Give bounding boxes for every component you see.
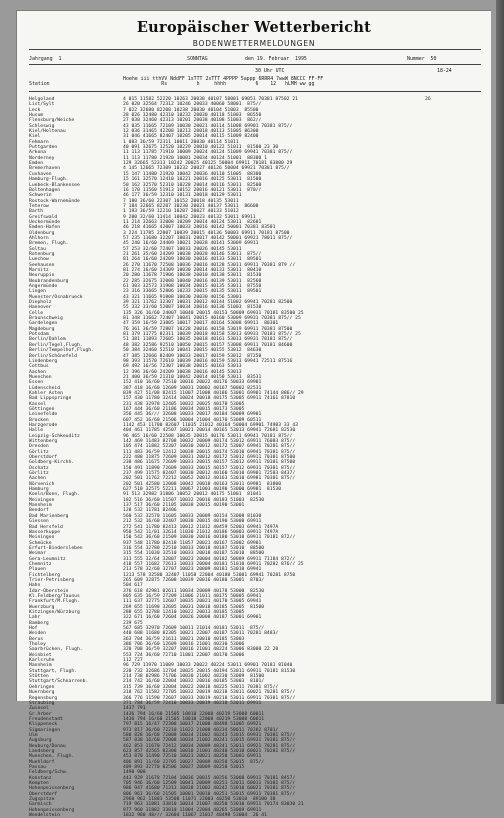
observation-groups: 157 430 11780 32414 10024 20018 40175 53005 69911 74161 87810	[123, 396, 296, 402]
observation-groups: 316 554 32780 22510 10033 20018 40187 53010 88500	[123, 545, 265, 551]
observation-groups: 11 113 11785 71910 10009 20024 40124 51009 69941 70381 875//	[123, 150, 293, 156]
observation-groups: 443 929 11678 72104 10036 20015 40256 53008 69911 70181 8457/	[123, 775, 296, 781]
station-name: Greifswald	[29, 214, 58, 220]
station-name: Plauen	[29, 567, 46, 573]
station-name: List/Sylt	[29, 102, 55, 108]
station-name: Weiden	[29, 631, 46, 637]
station-name: Stötten	[29, 674, 49, 680]
station-name: Husum	[29, 113, 44, 119]
observation-groups: 39 321 11762 32307 10031 20012 40144 51002 69941 70281 82500	[123, 300, 293, 306]
table-rule	[29, 91, 481, 92]
observation-groups: 142 469 11483 82708 10032 20009 40174 53012 69911 76083 875//	[123, 439, 296, 444]
station-name: Diepholz	[29, 300, 52, 306]
observation-groups: 404 461 11785 42507 10021 20014 40165 53013 69941 72681 82530	[123, 428, 296, 434]
station-name: Gardelegen	[29, 321, 58, 327]
station-name: Luechow	[29, 257, 49, 263]
station-name: Oldenburg	[29, 230, 55, 236]
observation-groups: 238 486 11675 72609 10033 20015 40157 53012 69911 70381 87500	[123, 460, 296, 466]
station-name: Braunschweig	[29, 316, 63, 322]
observation-groups: 76 361 36/59 72807 10228 20016 40158 53019 69911 70381 87500	[123, 326, 293, 332]
observation-groups: 239 675	[123, 620, 146, 626]
station-name: Marnitz	[29, 268, 49, 273]
gust-values: 26	[425, 97, 431, 102]
station-name: Bad Marienberg	[29, 513, 69, 519]
observation-groups: 977 960 11882 33810 11004 22004 40265 53009 69911	[123, 807, 265, 813]
station-name: Bendorf	[29, 508, 49, 514]
station-name: Hannover	[29, 305, 52, 311]
station-name: Saarbrücken, Flugh.	[29, 647, 83, 653]
station-name: Lindenberg	[29, 358, 58, 364]
station-name: Regensburg	[29, 695, 58, 701]
observation-groups: 1 083 36/59 72311 10011 20030 40114 51011	[123, 139, 239, 145]
table-row	[29, 813, 481, 818]
station-name: Neuburg/Donau	[29, 743, 66, 749]
station-name: Berlin/Tempelhof,Flugh.	[29, 348, 94, 354]
station-name: Lingen	[29, 289, 46, 295]
column-header-row-2: Rs h hhhh 6 12 hLMH ww gg	[123, 81, 315, 88]
station-name: Frankfurt/M.Flugh.	[29, 599, 80, 605]
observation-groups: 311 555 32/64 32007 10023 20004 40182 50009 69911 71184 872//	[123, 556, 296, 562]
observation-groups: 202 501 11762 72212 10052 20012 40163 53010 69981 70381 875//	[123, 476, 296, 482]
station-name: Hahn	[29, 583, 41, 589]
observation-groups: 356 445 36/// 32608 10033 20017 40184 50009 69901	[123, 412, 262, 418]
station-name: Neuruppin	[29, 273, 55, 279]
station-name: Harzgerode	[29, 422, 58, 428]
station-name: Lahr	[29, 615, 41, 621]
station-name: Boltenhagen	[29, 187, 61, 193]
station-name: Goldberg-Kirchh.	[29, 460, 75, 466]
station-name: Weinbiet	[29, 652, 52, 658]
header-rule-mid	[29, 64, 481, 65]
observation-table	[29, 97, 481, 818]
station-name: Schwerin	[29, 193, 52, 199]
observation-groups: 705 946 16/60 12509 10041 20009 40251 53011 60011 70381 875//	[123, 781, 296, 786]
observation-groups: 1832 980 48/// 32604 11067 21017 48498 53004 26 41	[123, 813, 267, 818]
station-name: Bremerhaven	[29, 166, 61, 172]
observation-groups: 135 326 16/60 24007 10040 20015 40153 50009 69931 70181 83500 25	[123, 310, 304, 316]
observation-groups: 4 015 11582 52220 10263 20038 40107 58001 69051 70381 87502 21	[123, 97, 298, 102]
observation-groups: 167 444 36/60 21106 10034 20015 40173 53005	[123, 406, 248, 412]
station-name: Lüdenscheid	[29, 385, 61, 391]
observation-groups: 152 410 16/60 72510 10016 20022 40176 50033 69901	[123, 380, 262, 386]
report-title: Europäischer Wetterbericht	[136, 19, 372, 36]
station-name: Idar-Oberstein	[29, 588, 69, 594]
station-name: Aachen	[29, 369, 46, 375]
column-header-row-1: Hoehe iii tthVV NddFF 1sTTT 2sTTT 4PPPP 5appp 6RRR4 7wwW 8NCCC FF-FF	[123, 76, 324, 82]
station-name: Bremen, Flugh.	[29, 241, 69, 247]
observation-groups: 20 280 11678 71906 10038 20010 40138 53011 81530	[123, 273, 262, 279]
observation-groups: 57 235 11680 32207 10031 20017 40142 50001 69921 78011 875//	[123, 235, 293, 241]
observation-groups: 43 321 11665 91808 10030 20030 40156 53001	[123, 294, 242, 300]
station-name: Angermünde	[29, 284, 58, 290]
observation-groups: 48 382 32586 92510 10050 20015 40157 53008 69911 70181 84600	[123, 342, 293, 348]
observation-groups: 623 857 42565 82308 10010 21001 40240 53010 60021 70281 875//	[123, 748, 296, 754]
observation-groups: 43 035 11665 72109 10030 20021 40114 51008 69901 70381 875//	[123, 123, 293, 129]
observation-groups: 111 483 36/59 12412 10038 20015 40174 53010 69941 70381 875//	[123, 449, 296, 455]
station-name: Luebeck-Blankensee	[29, 182, 80, 188]
observation-groups: 1436 794 16/60 21505 10010 22000 40219 53008 60011	[123, 716, 267, 722]
observation-groups: 406 891 11/60 22705 10027 20009 40250 53015 875//	[123, 759, 265, 765]
observation-groups: 386 706 36/60 12609 10016 21001 40230 53006	[123, 642, 248, 648]
observation-groups: 4 145 12665 72309 10232 20027 40126 50004 69921 70381 875//	[123, 166, 290, 172]
observation-groups: 91 513 32982 31806 10052 20012 40175 51001 81041	[123, 492, 262, 498]
station-name: Freudenstadt	[29, 716, 63, 722]
observation-groups: 23 316 33665 52806 10233 20015 40135 53011 89501	[123, 289, 262, 295]
observation-groups: 315 739 16/60 32004 10022 20018 40225 53011 70381 875//	[123, 684, 279, 690]
station-name: Teterow	[29, 203, 49, 209]
observation-groups: 57 253 32/60 72407 10033 20026 40145 53011	[123, 246, 242, 252]
weekday-label: SONNTAG	[187, 56, 208, 62]
observation-groups: 213 578 32/60 32707 10023 20009 40181 53010 69941	[123, 567, 265, 573]
issue-number: Nummer 50	[407, 56, 437, 62]
observation-groups: 376 618 42981 02611 10034 20009 40178 53000 82530	[123, 588, 265, 594]
observation-groups: 553 724 36/60 72710 11001 22007 40170 53006	[123, 652, 248, 658]
station-name: Helgoland	[29, 97, 55, 102]
observation-groups: 202 501 42580 12008 10042 20018 40163 53011 69981 83800	[123, 481, 282, 487]
station-name: Giessen	[29, 519, 49, 525]
station-name: Leinefelde	[29, 412, 58, 418]
observation-groups: 580 828 16/60 72008 10034 21002 40243 53015 69931 70381 875//	[123, 732, 296, 738]
observation-groups: 11 113 11780 21920 10001 20034 40124 51001 88300 1	[123, 155, 267, 161]
observation-groups: 220 732 32686 12704 10025 20015 40194 53011 69911 70181 81530	[123, 668, 296, 674]
station-name: Nörvenich	[29, 481, 55, 487]
jahrgang-label: Jahrgang 1	[29, 56, 62, 62]
station-name: Berlin/Schönefeld	[29, 353, 77, 359]
station-name: Oberstdorf	[29, 791, 58, 797]
station-name: Hamburg	[29, 487, 49, 493]
observation-groups: 1437 791	[123, 706, 149, 712]
station-name: Puttgarden	[29, 145, 58, 151]
station-name: Straubing	[29, 700, 55, 706]
observation-groups: 96 465 16/60 22508 10035 20015 40176 53011 69941 70181 875//	[123, 433, 293, 439]
station-name: Muenchen	[29, 374, 52, 380]
station-name: Berlin/Dahlem	[29, 337, 66, 343]
station-name: Fehmarn	[29, 139, 49, 145]
observation-groups: 269 655 11690 32605 10031 20018 40185 53005 81500	[123, 604, 265, 610]
observation-groups: 462 853 11670 72412 10034 20009 40241 53011 69921 70281 875//	[123, 743, 296, 749]
station-name: Barth	[29, 209, 44, 215]
observation-groups: 7 184 32665 82207 10230 20021 40137 53011 86600	[123, 203, 259, 209]
station-name: Hohenpeissenberg	[29, 786, 75, 792]
station-name: Celle	[29, 310, 44, 316]
observation-groups: 719 963 11881 33810 10014 21007 40250 53010 69911 70174 83030 21	[123, 802, 304, 808]
station-name: Meiningen	[29, 497, 55, 503]
station-name: Halle	[29, 428, 44, 434]
station-name: Tholey	[29, 642, 46, 648]
observation-groups: 61 303 32573 31908 10034 20015 40135 53011 87550	[123, 284, 262, 290]
observation-groups: 81 274 16/60 24309 10030 20014 40133 53011 80410	[123, 268, 262, 273]
station-name: Ahlhorn	[29, 235, 49, 241]
station-name: Mannheim	[29, 503, 52, 509]
station-name: Potsdam	[29, 332, 49, 338]
station-name: Dresden	[29, 444, 49, 450]
observation-groups: 797 815 16/47 72308 10017 21008 48498 51005 69921	[123, 722, 265, 728]
station-name: Stuttgart/Schnarrenb.	[29, 679, 89, 685]
report-page	[16, 10, 491, 818]
station-name: Kitzingen/Würzburg	[29, 610, 80, 615]
observation-groups: 128 532 11781 82406	[123, 508, 177, 514]
observation-groups: 46 177 36/59 12310 10131 20018 40129 53011	[123, 193, 242, 199]
station-name: Soltau	[29, 246, 46, 252]
observation-groups: 212 532 16/60 32407 10038 20015 40190 53008 69911	[123, 519, 262, 525]
station-name: Kempten	[29, 781, 49, 786]
station-name: Garmisch	[29, 802, 52, 808]
station-name: Konstanz	[29, 775, 52, 781]
station-name: Meiningen	[29, 535, 55, 541]
observation-groups: 1 193 36/59 12210 10207 20027 40133 51012	[123, 209, 239, 215]
station-name: Bad Lippspringe	[29, 396, 72, 402]
date-label: den 19. Februar 1995	[245, 56, 307, 62]
station-name: Muenster/Osnabrueck	[29, 294, 83, 300]
station-name: Wasserkuppe	[29, 529, 61, 535]
station-name: Muenchen, Flugh.	[29, 754, 75, 760]
observation-groups: 47 359 16/59 23805 10017 20017 40164 53008 69911 80301	[123, 321, 279, 327]
station-name: Essen	[29, 380, 44, 386]
station-name: Stuttgart, Flugh.	[29, 668, 77, 674]
station-name: Gr.Arber	[29, 711, 52, 717]
column-header-station: Station	[29, 81, 50, 88]
station-name: Gera-Leumnitz	[29, 556, 66, 562]
observation-groups: 150 491 11890 72609 10033 20015 40157 53012 69931 70381 875//	[123, 465, 296, 471]
station-name: Göttingen	[29, 406, 55, 412]
observation-groups: 409 893 32770 82506 10027 20009 40250 53015	[123, 764, 250, 770]
observation-groups: 46 218 41665 42007 10033 20016 40142 50001 70381 83501	[123, 225, 276, 231]
observation-groups: 560 532 32570 11605 10033 20009 40154 53008 81030	[123, 513, 262, 519]
observation-groups: 950 542 11/01 32614 11030 21012 40186 50003 69911 7497A	[123, 529, 279, 535]
observation-groups: 387 418 16/60 12609 10031 20002 40167 50002 82531	[123, 385, 262, 391]
observation-groups: 150 542 36/60 21509 10030 20016 40180 53010 69911 70181 872//	[123, 535, 296, 541]
observation-groups: 15 147 11480 21920 10042 20036 40110 51005 88300	[123, 171, 262, 177]
station-name: Erfurt-Bindersleben	[29, 545, 83, 551]
observation-groups: 26 270 11670 72508 10036 20016 40128 53011 69911 70381 879 //	[123, 262, 296, 268]
observation-groups: 237 499 11575 82407 10030 20012 40160 53010 69901 72583 8437/	[123, 471, 296, 477]
observation-range: 18-24	[437, 68, 452, 74]
observation-groups: 21 261 35/60 24209 10038 20028 40146 53011 875//	[123, 251, 262, 257]
observation-groups: 11 214 32663 32008 10209 20014 40124 53011 82601	[123, 219, 262, 225]
station-name: Leck	[29, 107, 41, 113]
station-name: Augsburg	[29, 738, 52, 744]
observation-groups: 973 817 36/60 72210 11022 21008 40234 50011 70282 8701/	[123, 727, 279, 733]
observation-groups: 440 688 11680 82305 10021 22007 40187 53011 70281 8483/	[123, 631, 279, 637]
observation-groups: 504 617	[123, 583, 146, 589]
observation-groups: 371 784 36/59 72410 10033 20019 40218 53011 69911	[123, 700, 262, 706]
observation-groups: 111 637 32775 12607 10035 20021 40170 53005 69941	[123, 599, 262, 605]
station-name: Nuernberg	[29, 690, 55, 696]
observation-groups: 81 264 16/60 24209 10030 20016 40133 53011 89501	[123, 257, 262, 263]
observation-groups: 105 474 11882 52307 10030 20012 40172 53007 69941 70281 875//	[123, 444, 296, 450]
station-name: Oschatz	[29, 465, 49, 471]
station-name: Weimar	[29, 551, 46, 557]
observation-groups: 96 729 11970 11009 10033 20022 40224 53011 69901 70181 81040	[123, 663, 293, 669]
station-name: Magdeburg	[29, 326, 55, 332]
station-name: Bad Hersfeld	[29, 524, 63, 530]
observation-groups: 112 727	[123, 658, 146, 664]
observation-groups: 51 381 11893 72605 10035 20018 40161 53013 69931 70181 875//	[123, 337, 293, 343]
station-name: Landsberg	[29, 748, 55, 754]
observation-groups: 567 685 32970 72609 10011 21014 40181 53011 875//	[123, 626, 265, 632]
station-name: Ulm	[29, 732, 38, 738]
station-name: Schleswig	[29, 123, 55, 129]
station-name: Wittenberg	[29, 439, 58, 444]
observation-groups: 50 384 32460 52510 10041 20015 40155 53012 84630	[123, 348, 262, 354]
station-name: Muehldorf	[29, 759, 55, 765]
observation-groups: 839 427 51/08 82415 11007 21008 40186 53001 69901 74144 886// 29	[123, 390, 304, 396]
station-name: Norderney	[29, 155, 55, 161]
observation-groups: 26 020 32564 72312 10246 20033 40060 58001 875//	[123, 102, 262, 108]
station-name: Feldberg/Schw.	[29, 770, 69, 776]
observation-groups: 214 738 02986 71706 10030 21002 40230 53009 81500	[123, 674, 265, 680]
observation-groups: 47 385 12666 82409 10033 20017 40159 53012 87250	[123, 353, 262, 359]
observation-groups: 31 046 41665 82407 10205 20014 40115 51009 82400	[123, 134, 259, 140]
observation-groups: 27 030 32460 42313 10201 20038 40108 51003 862//	[123, 118, 262, 124]
station-name: Zwiesel	[29, 706, 49, 712]
station-name: Hamburg-Flugh.	[29, 177, 69, 183]
station-name: Hof	[29, 626, 38, 632]
observation-groups: 363 704 36/59 21611 10021 20010 40185 53003	[123, 636, 248, 642]
station-name: Aachen	[29, 476, 46, 482]
station-name: Koeln/Bonn, Flugh.	[29, 492, 80, 498]
observation-groups: 81 348 11662 72407 10041 20015 40160 53009 69931 70381 875// 25	[123, 316, 301, 322]
station-name: Görlitz	[29, 449, 49, 455]
station-name: Karlsruhe	[29, 658, 55, 664]
observation-groups: 806 961 36/60 21505 10001 20010 40251 53015 69911 70381 875//	[123, 791, 296, 797]
observation-groups: 129 32665 52313 10242 20025 40125 50004 69911 70181 83800 29	[123, 161, 293, 167]
observation-groups: 265 609 32875 72608 10039 20016 40180 53001 8703/	[123, 577, 265, 583]
observation-groups: 607 452 16/60 21506 10004 21004 40170 53009 60511	[123, 417, 262, 423]
observation-groups: 318 762 11582 72705 10032 20019 40218 53011 60021 70281 875//	[123, 690, 296, 696]
observation-groups: 98 393 11570 72610 10039 20016 40159 53013 69941 72511 87516	[123, 358, 293, 364]
observation-groups: 1213 578 32580 32407 11058 22004 40188 53001 69941 70281 8750	[123, 572, 296, 578]
station-name: Rostock-Warnemünde	[29, 198, 80, 204]
station-name: Wendelstein	[29, 813, 61, 818]
header-rule-top	[29, 49, 481, 50]
observation-time: 30 Uhr UTC	[255, 68, 285, 74]
station-name: Rotenburg	[29, 251, 55, 257]
station-name: Klippeneck	[29, 722, 58, 728]
observation-groups: 1142 453 11780 82607 11035 21012 40164 50004 69901 74983 33 43	[123, 422, 298, 428]
observation-groups: 21 400 36/59 21310 10042 20014 40150 53011 83531	[123, 374, 262, 380]
station-name: Arkona	[29, 150, 46, 156]
station-name: Mannheim	[29, 663, 52, 669]
observation-groups: 40 091 32675 12520 10229 20010 40122 51011 81500 23 30	[123, 145, 279, 151]
station-name: Bamberg	[29, 620, 49, 626]
station-name: Görlitz	[29, 471, 49, 477]
observation-groups: 22 285 32675 32008 10040 20016 40139 53011 82560	[123, 278, 262, 284]
observation-groups: 81 379 11775 82311 10039 20018 40158 53013 69931 70181 875// 25	[123, 332, 301, 338]
observation-groups: 315 554 11030 32510 10033 20018 40187 53010 88500	[123, 551, 265, 557]
observation-groups: 69 492 16/56 72307 10038 20015 40163 53013	[123, 364, 242, 370]
observation-groups: 322 671 16/60 72604 10026 20008 40187 53001 69901	[123, 615, 262, 621]
observation-groups: 453 870 11490 72510 10023 20021 40250 53001 69911	[123, 754, 265, 760]
observation-groups: 15 161 32570 12410 10221 20016 40125 53011 81500	[123, 177, 262, 183]
station-name: Kl.Feldberg/Taunus	[29, 593, 80, 599]
station-name: Seehausen	[29, 262, 55, 268]
observation-groups: 45 240 16/60 24409 10021 20028 40141 53009 69911	[123, 241, 259, 247]
station-name: Brocken	[29, 417, 49, 423]
station-name: Passau	[29, 764, 46, 770]
observation-groups: 366 776 11590 72607 10033 20019 40218 53011 69911 70381 875//	[123, 695, 296, 701]
station-name: Kassel	[29, 401, 46, 407]
report-subtitle: BODENWETTERMELDUNGEN	[192, 39, 316, 48]
station-name: Kahler Asten	[29, 390, 63, 396]
station-name: Oberstdorf	[29, 455, 58, 461]
station-name: Kiel/Holtenau	[29, 129, 66, 135]
observation-groups: 9 200 32/60 11414 10042 20023 40132 53011 69911	[123, 214, 256, 220]
station-name: Schmücke	[29, 540, 52, 546]
station-name: Kiel	[29, 134, 41, 140]
observation-groups: 231 438 32978 12405 10032 20025 40178 53005	[123, 401, 248, 407]
observation-groups: 1436 794 16/60 21505 10010 22000 40219 53008 60011	[123, 711, 267, 717]
station-name: Zugspitze	[29, 797, 55, 803]
station-name: Cottbus	[29, 364, 49, 370]
station-name: Wuerzburg	[29, 604, 55, 610]
observation-groups: 182 516 36/60 11507 10032 20016 40183 51003 82530	[123, 497, 265, 503]
station-name: Flensburg/Weiche	[29, 118, 75, 124]
station-name: Oehringen	[29, 684, 55, 690]
observation-groups: 214 742 16/60 22004 10032 20016 40185 53003 8101/	[123, 679, 265, 685]
observation-groups: 2960 962 11881 53508 11071 22003 40250 53010 89100 30	[123, 797, 276, 803]
station-name: Emden	[29, 161, 44, 167]
station-name: Trier-Petrisberg	[29, 577, 75, 583]
observation-groups: 627 510 32575 52211 10067 21003 40190 53000 69981 81530	[123, 487, 282, 493]
observation-groups: 7 022 32680 82208 10238 20030 40104 51003 85500	[123, 107, 259, 113]
observation-groups: 3 224 11785 22007 10039 20015 40136 50003 69911 70181 87500	[123, 230, 290, 236]
observation-groups: 937 548 11780 82418 11057 20021 40167 53002 69901	[123, 540, 262, 546]
observation-groups: 12 396 36/60 24209 10038 20016 40145 53013	[123, 369, 242, 375]
station-name: Berus	[29, 636, 44, 642]
observation-groups: 7 180 36/60 22307 10152 20018 40135 53011	[123, 198, 239, 204]
station-name: Emden-Hafen	[29, 225, 61, 231]
observation-groups: 272 541 11780 82413 10012 21012 40459 52003 69941 7497A	[123, 524, 279, 530]
station-name: Hohenpeissenberg	[29, 807, 75, 813]
station-name: Neubrandenburg	[29, 278, 69, 284]
observation-groups: 16 170 11560 51913 10152 20016 40121 53011 870//	[123, 187, 262, 193]
station-name: Leipzig-Schkeuditz	[29, 433, 80, 439]
station-name: Fichtelberg	[29, 572, 61, 578]
station-name: Ueckermünde	[29, 219, 61, 225]
observation-groups: 137 517 36/60 21105 10038 20015 40190 53001	[123, 503, 245, 509]
observation-groups: 222 488 11875 72609 10031 20012 40172 53012 69911 70381 87500	[123, 455, 296, 461]
binding-spine	[496, 0, 504, 704]
observation-groups: 418 557 11682 72613 10033 20004 40181 51010 69911 70282 876// 25	[123, 561, 304, 567]
station-name: Berlin/Tegel,Flugh.	[29, 342, 83, 348]
observation-groups: 587 838 16/60 72008 10034 21002 40241 53015 69931 70381 875//	[123, 738, 296, 744]
observation-groups: 55 332 33/60 52007 10034 20016 40136 51003 81530	[123, 305, 262, 311]
station-name: Chemnitz	[29, 561, 52, 567]
observation-groups: 12 036 31465 42208 10213 20018 40113 51005 86300	[123, 129, 259, 135]
observation-groups: 986 947 41680 71313 10038 21002 40242 53010 60021 70381 875//	[123, 786, 296, 792]
observation-groups: 805 635 16/59 27209 11006 21011 40175 50005 69941	[123, 593, 262, 599]
observation-groups: 288 655 32788 12410 10022 20013 40185 53005	[123, 610, 250, 615]
station-name: Sigmaringen	[29, 727, 61, 733]
observation-groups: 28 026 32480 42310 10232 20030 40118 51003 86550	[123, 113, 262, 119]
observation-groups: 1490 908	[123, 770, 149, 776]
observation-groups: 320 708 36/59 32207 10016 21001 40224 53006 83000 22 28	[123, 647, 279, 653]
station-name: Cuxhaven	[29, 171, 52, 177]
observation-groups: 50 162 32570 52310 10228 20014 40116 53011 82500	[123, 182, 262, 188]
